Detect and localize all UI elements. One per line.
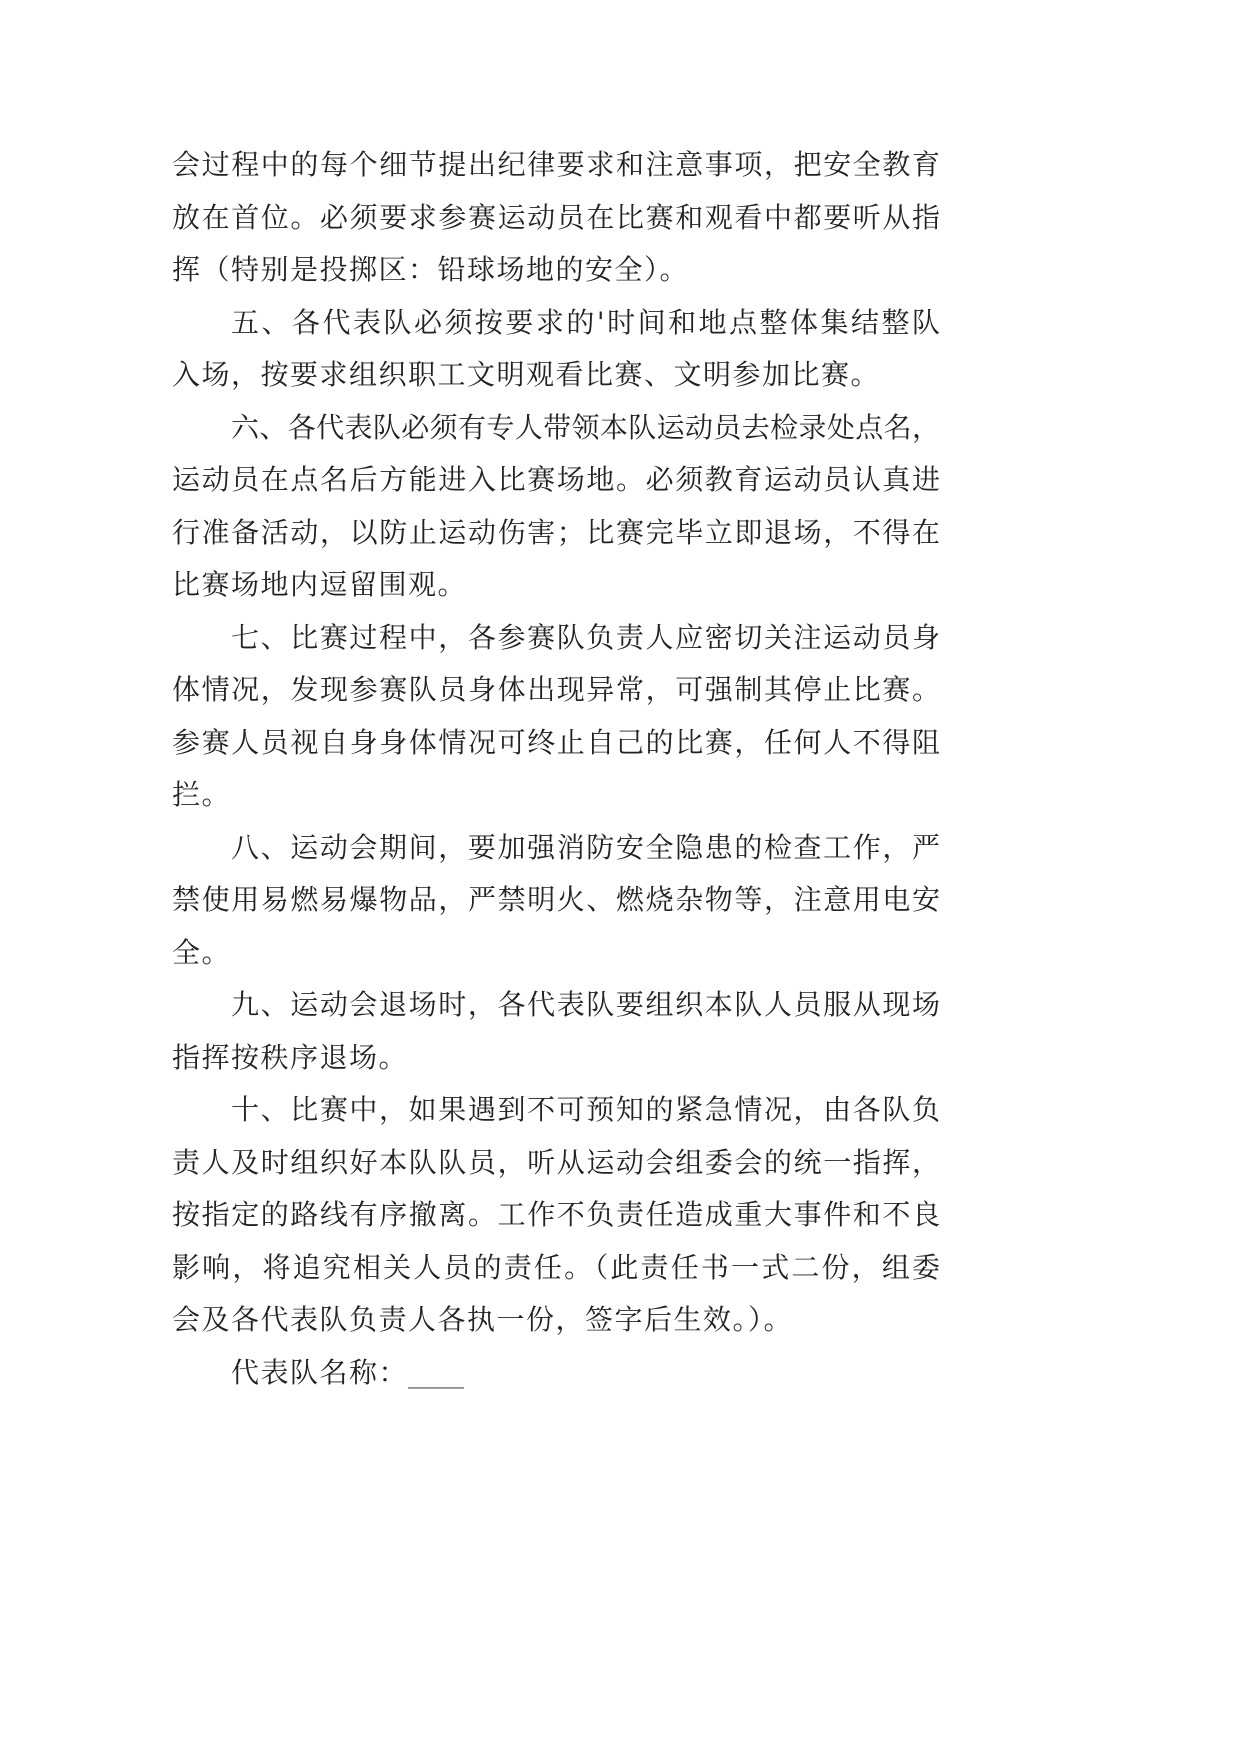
text-line: 会及各代表队负责人各执一份，签字后生效。）。	[172, 1303, 794, 1336]
text-line: 责人及时组织好本队队员，听从运动会组委会的统一指挥，	[172, 1145, 940, 1179]
paragraph-item-5	[172, 297, 940, 402]
text-line: 禁使用易燃易爆物品，严禁明火、燃烧杂物等，注意用电安	[172, 883, 940, 916]
text-line: 五、各代表队必须按要求的'时间和地点整体集结整队	[231, 305, 940, 339]
text-line: 八、运动会期间，要加强消防安全隐患的检查工作，严	[231, 830, 940, 864]
text-line: 拦。	[172, 778, 232, 811]
text-line: 比赛场地内逗留围观。	[172, 568, 468, 601]
paragraph-continued	[172, 139, 940, 297]
text-line: 九、运动会退场时，各代表队要组织本队人员服从现场	[231, 988, 940, 1021]
paragraph-item-6	[172, 402, 940, 612]
paragraph-item-8	[172, 822, 940, 980]
team-name-field	[231, 1347, 940, 1400]
document-body	[172, 139, 940, 1399]
text-line: 会过程中的每个细节提出纪律要求和注意事项，把安全教育	[172, 148, 940, 181]
text-line: 入场，按要求组织职工文明观看比赛、文明参加比赛。	[172, 358, 881, 391]
paragraph-item-9	[172, 979, 940, 1084]
text-line: 挥（特别是投掷区：铅球场地的安全）。	[172, 253, 690, 286]
text-line: 全。	[172, 935, 232, 969]
text-line: 指挥按秩序退场。	[172, 1040, 409, 1074]
text-line: 行准备活动，以防止运动伤害；比赛完毕立即退场，不得在	[172, 515, 940, 549]
team-name-blank: ____	[408, 1355, 465, 1389]
text-line: 按指定的路线有序撤离。工作不负责任造成重大事件和不良	[172, 1198, 940, 1231]
team-name-label: 代表队名称：	[231, 1355, 409, 1389]
text-line: 体情况，发现参赛队员身体出现异常，可强制其停止比赛。	[172, 673, 940, 706]
paragraph-item-10	[172, 1084, 940, 1347]
text-line: 参赛人员视自身身体情况可终止自己的比赛，任何人不得阻	[172, 725, 940, 759]
text-line: 运动员在点名后方能进入比赛场地。必须教育运动员认真进	[172, 463, 940, 496]
paragraph-item-7	[172, 612, 940, 822]
text-line: 放在首位。必须要求参赛运动员在比赛和观看中都要听从指	[172, 200, 940, 234]
text-line: 十、比赛中，如果遇到不可预知的紧急情况，由各队负	[231, 1093, 940, 1126]
text-line: 七、比赛过程中，各参赛队负责人应密切关注运动员身	[231, 620, 940, 654]
text-line: 影响，将追究相关人员的责任。（此责任书一式二份，组委	[172, 1250, 940, 1284]
text-line: 六、各代表队必须有专人带领本队运动员去检录处点名，	[231, 410, 940, 444]
